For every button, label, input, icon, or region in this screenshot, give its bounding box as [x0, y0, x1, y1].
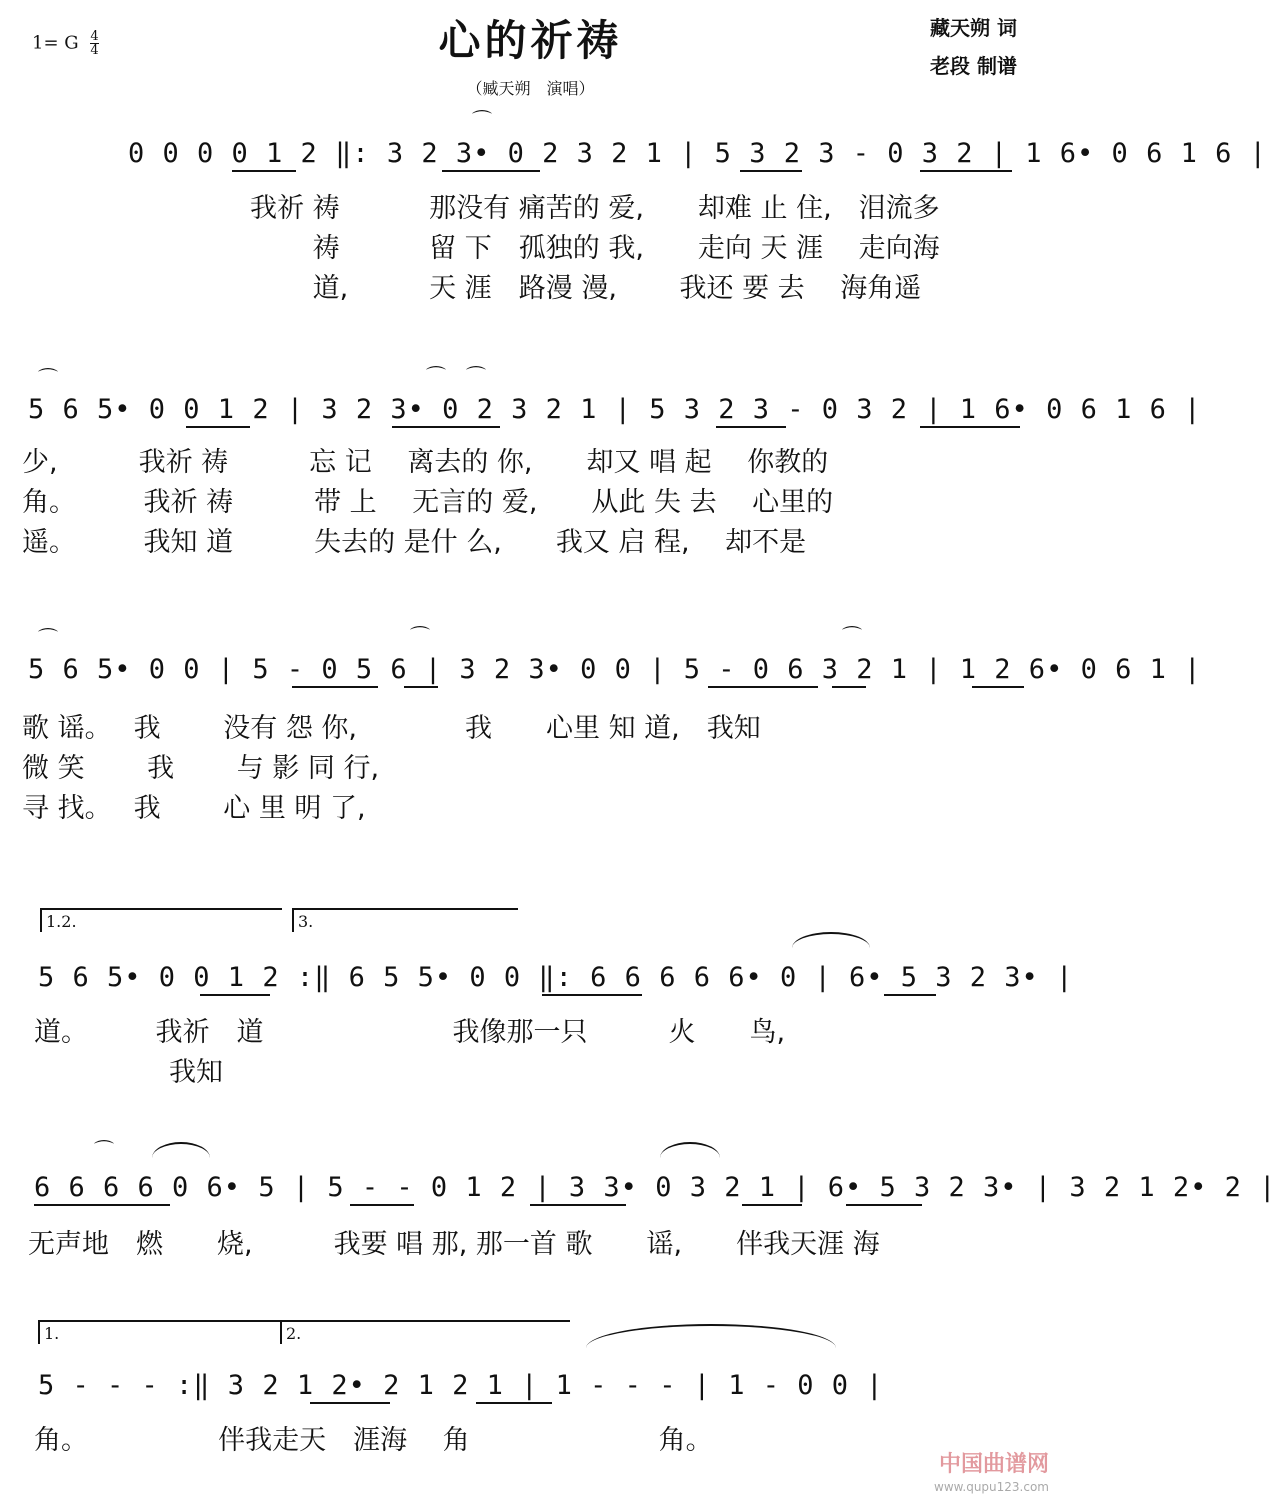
- volta-bracket-second: 2.: [280, 1320, 570, 1344]
- lyric-verse-1: 我祈 祷 那没有 痛苦的 爱, 却难 止 住, 泪流多: [250, 193, 940, 224]
- underline: [442, 170, 540, 172]
- lyricist-credit: 藏天朔 词: [930, 16, 1017, 40]
- notation-line: 6 6 6 6 0 6• 5 | 5 - - 0 1 2 | 3 3• 0 3 2 1 | 6• 5 3 2 3• | 3 2 1 2• 2 |: [34, 1172, 1276, 1203]
- underline: [740, 170, 802, 172]
- underline: [404, 686, 438, 688]
- notation-line: 5 6 5• 0 0 | 5 - 0 5 6 | 3 2 3• 0 0 | 5 - 0 6 3 2 1 | 1 2 6• 0 6 1 |: [28, 654, 1202, 685]
- slur-mark: [586, 1324, 836, 1348]
- slur-mark: [152, 1142, 210, 1158]
- underline: [292, 686, 378, 688]
- song-title: 心的祈祷: [438, 16, 623, 65]
- underline: [200, 994, 270, 996]
- volta-bracket-second: 3.: [292, 908, 518, 932]
- underline: [542, 994, 642, 996]
- underline: [920, 170, 1012, 172]
- underline: [186, 426, 250, 428]
- underline: [884, 994, 936, 996]
- fermata-mark: ⌒: [472, 108, 492, 132]
- underline: [476, 1402, 552, 1404]
- underline: [34, 1204, 170, 1206]
- lyric-verse-2: 我知: [34, 1057, 223, 1088]
- underline: [232, 170, 296, 172]
- watermark-url: www.qupu123.com: [934, 1480, 1049, 1494]
- fermata-mark: ⌒: [466, 364, 486, 388]
- notation-line: 5 6 5• 0 0 1 2 | 3 2 3• 0 2 3 2 1 | 5 3 2 3 - 0 3 2 | 1 6• 0 6 1 6 |: [28, 394, 1202, 425]
- lyric-verse-1: 少, 我祈 祷 忘 记 离去的 你, 却又 唱 起 你教的: [22, 447, 829, 478]
- underline: [920, 426, 1020, 428]
- fermata-mark: ⌒: [38, 366, 58, 390]
- fermata-mark: ⌒: [842, 624, 862, 648]
- singer-credit: （臧天朔 演唱）: [466, 79, 595, 98]
- slur-mark: [792, 932, 870, 948]
- lyric-verse-2: 角。 我祈 祷 带 上 无言的 爱, 从此 失 去 心里的: [22, 487, 834, 518]
- underline: [392, 426, 500, 428]
- fermata-mark: ⌒: [94, 1138, 114, 1162]
- fermata-mark: ⌒: [38, 626, 58, 650]
- lyric-verse-2: 祷 留 下 孤独的 我, 走向 天 涯 走向海: [250, 233, 940, 264]
- notation-line: 0 0 0 0 1 2 ‖: 3 2 3• 0 2 3 2 1 | 5 3 2 3 - 0 3 2 | 1 6• 0 6 1 6 |: [128, 138, 1267, 169]
- underline: [310, 1402, 390, 1404]
- lyric-verse-3: 寻 找。 我 心 里 明 了,: [22, 793, 366, 824]
- lyric-verse-1: 歌 谣。 我 没有 怨 你, 我 心里 知 道, 我知: [22, 713, 761, 744]
- slur-mark: [660, 1142, 720, 1158]
- arranger-credit: 老段 制谱: [930, 54, 1017, 78]
- underline: [846, 1204, 922, 1206]
- notation-line: 5 6 5• 0 0 1 2 :‖ 6 5 5• 0 0 ‖: 6 6 6 6 6• 0 | 6• 5 3 2 3• |: [38, 962, 1074, 993]
- key-signature: 1= G $\frac{4}{4}$: [32, 29, 99, 58]
- volta-bracket-first: 1.2.: [40, 908, 282, 932]
- volta-bracket-first: 1.: [38, 1320, 280, 1344]
- lyric-verse-2: 微 笑 我 与 影 同 行,: [22, 753, 380, 784]
- underline: [716, 426, 786, 428]
- lyric-verse-1: 道。 我祈 道 我像那一只 火 鸟,: [34, 1017, 786, 1048]
- underline: [972, 686, 1024, 688]
- underline: [350, 1204, 414, 1206]
- fermata-mark: ⌒: [410, 624, 430, 648]
- notation-line: 5 - - - :‖ 3 2 1 2• 2 1 2 1 | 1 - - - | 1 - 0 0 |: [38, 1370, 884, 1401]
- lyric-verse-1: 角。 伴我走天 涯海 角 角。: [34, 1425, 713, 1456]
- time-signature: $\frac{4}{4}$: [90, 29, 99, 58]
- lyric-verse-3: 道, 天 涯 路漫 漫, 我还 要 去 海角遥: [250, 273, 922, 304]
- underline: [832, 686, 866, 688]
- underline: [530, 1204, 626, 1206]
- watermark-text: 中国曲谱网: [938, 1452, 1049, 1477]
- lyric-verse-3: 遥。 我知 道 失去的 是什 么, 我又 启 程, 却不是: [22, 527, 807, 558]
- lyric-verse-1: 无声地 燃 烧, 我要 唱 那, 那一首 歌 谣, 伴我天涯 海: [28, 1229, 880, 1260]
- fermata-mark: ⌒: [426, 364, 446, 388]
- underline: [742, 1204, 802, 1206]
- underline: [708, 686, 818, 688]
